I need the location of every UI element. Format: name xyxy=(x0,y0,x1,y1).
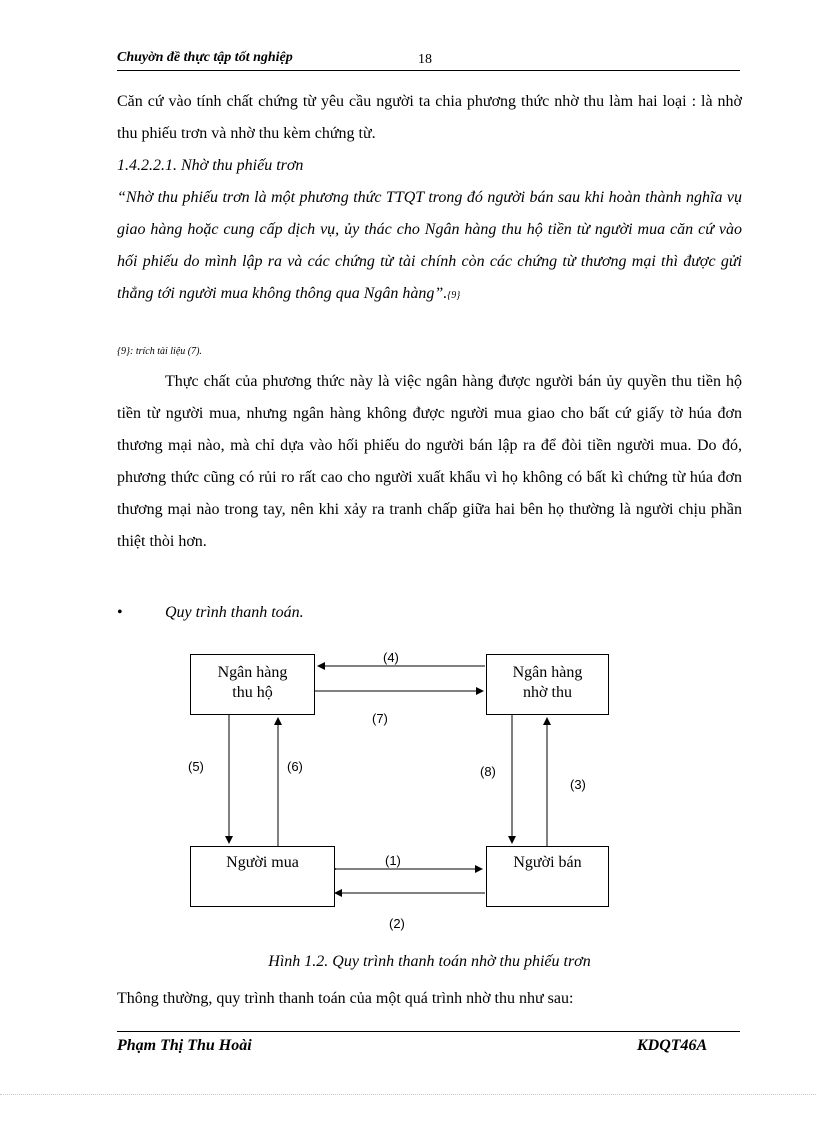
intro-paragraph: Căn cứ vào tính chất chứng từ yêu cầu người ta chia phương thức nhờ thu làm hai loại : là nhờ thu phiếu trơn và nhờ thu kèm chứng từ. xyxy=(117,93,742,142)
footnote: {9}: trích tài liệu (7). xyxy=(117,346,202,357)
label-step-4: (4) xyxy=(383,650,399,665)
label-step-8: (8) xyxy=(480,764,496,779)
box-buyer: Người mua xyxy=(190,846,335,907)
section-heading: 1.4.2.2.1. Nhờ thu phiếu trơn xyxy=(117,157,304,174)
label-step-2: (2) xyxy=(389,916,405,931)
header-title: Chuyờn đề thực tập tốt nghiệp xyxy=(117,50,293,65)
label-step-7: (7) xyxy=(372,711,388,726)
bullet-icon: • xyxy=(117,604,123,621)
page-number: 18 xyxy=(418,52,432,67)
label-step-1: (1) xyxy=(385,853,401,868)
footer-code: KDQT46A xyxy=(637,1037,708,1054)
box-remitting-bank-line1: Ngân hàng xyxy=(512,664,583,681)
page-bottom-border xyxy=(0,1094,816,1095)
label-step-5: (5) xyxy=(188,759,204,774)
box-remitting-bank xyxy=(486,654,609,715)
figure-caption: Hình 1.2. Quy trình thanh toán nhờ thu phiếu trơn xyxy=(268,953,591,970)
bullet-text: Quy trình thanh toán. xyxy=(165,604,304,621)
quote-text: “Nhờ thu phiếu trơn là một phương thức TTQT trong đó người bán sau khi hoàn thành nghĩa vụ giao hàng hoặc cung cấp dịch vụ, ủy thác cho Ngân hàng thu hộ tiền từ người mua căn cứ vào hối phiếu do mình lập ra và các chứng từ tài chính còn các chứng từ thương mại thì được gửi thẳng tới người mua không thông qua Ngân hàng”. xyxy=(117,189,742,302)
label-step-3: (3) xyxy=(570,777,586,792)
label-step-6: (6) xyxy=(287,759,303,774)
box-collecting-bank-line2: thu hộ xyxy=(232,684,273,701)
closing-sentence: Thông thường, quy trình thanh toán của một quá trình nhờ thu như sau: xyxy=(117,990,574,1007)
quote-reference: {9} xyxy=(447,290,461,301)
box-collecting-bank xyxy=(190,654,315,715)
box-remitting-bank-line2: nhờ thu xyxy=(523,684,572,701)
main-paragraph: Thực chất của phương thức này là việc ngân hàng được người bán ủy quyền thu tiền hộ tiền từ người mua, nhưng ngân hàng không được người mua giao cho bất cứ giấy tờ húa đơn thương mại nào, mà chỉ dựa vào hối phiếu do người bán lập ra để đòi tiền người mua. Do đó, phương thức cũng có rủi ro rất cao cho người xuất khẩu vì họ không có bất kì chứng từ húa đơn thương mại nào trong tay, nên khi xảy ra tranh chấp giữa hai bên họ thường là người chịu phần thiệt thòi hơn. xyxy=(117,373,742,550)
footer-rule xyxy=(117,1031,740,1032)
box-seller: Người bán xyxy=(486,846,609,907)
footer-author: Phạm Thị Thu Hoài xyxy=(117,1037,252,1054)
box-collecting-bank-line1: Ngân hàng xyxy=(217,664,288,681)
